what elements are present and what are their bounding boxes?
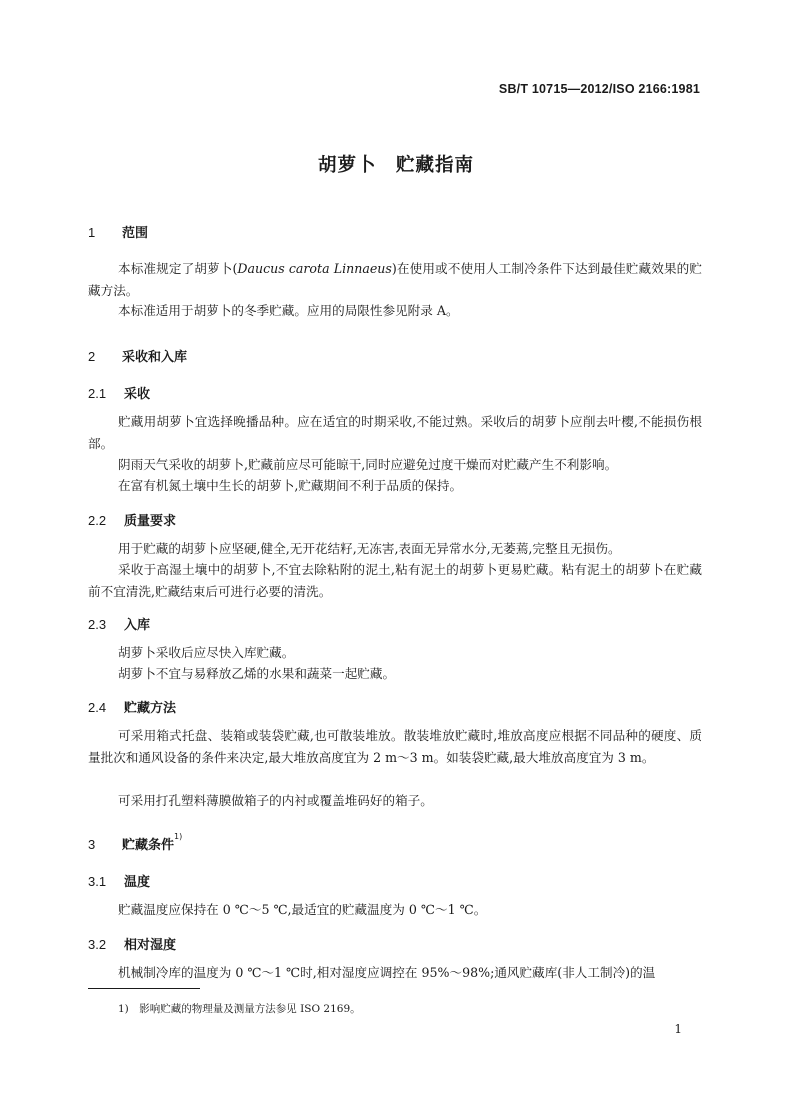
paragraph-2-1-2: 阴雨天气采收的胡萝卜,贮藏前应尽可能晾干,同时应避免过度干燥而对贮藏产生不利影响。: [118, 457, 618, 472]
section-heading-3: [88, 834, 182, 853]
section-title: 贮藏条件: [122, 838, 175, 853]
section-title: 温度: [124, 875, 151, 890]
section-number: 3: [88, 837, 96, 852]
paragraph-3-1-1: 贮藏温度应保持在 0 ℃～5 ℃,最适宜的贮藏温度为 0 ℃～1 ℃。: [118, 902, 487, 917]
paragraph-2-1-3: 在富有机氮土壤中生长的胡萝卜,贮藏期间不利于品质的保持。: [118, 478, 463, 493]
section-number: 3.1: [88, 874, 107, 889]
section-title: 入库: [124, 618, 151, 633]
page-number: 1: [674, 1022, 682, 1036]
section-number: 1: [88, 225, 96, 240]
section-number: 2.3: [88, 617, 107, 632]
paragraph-1-1: [88, 258, 702, 301]
section-heading-2: [88, 346, 187, 365]
footnote-divider: [88, 988, 200, 989]
section-title: 范围: [122, 226, 149, 241]
paragraph-2-1-1: 贮藏用胡萝卜宜选择晚播品种。应在适宜的时期采收,不能过熟。采收后的胡萝卜应削去叶樱,不能损伤根部。: [88, 414, 702, 451]
text-run: 本标准规定了胡萝卜(: [118, 261, 238, 276]
section-number: 2: [88, 349, 96, 364]
section-number: 3.2: [88, 937, 107, 952]
section-heading-3-2: [88, 934, 176, 953]
paragraph-2-4-2: 可采用打孔塑料薄膜做箱子的内衬或覆盖堆码好的箱子。: [118, 793, 433, 808]
paragraph-2-3-1: 胡萝卜采收后应尽快入库贮藏。: [118, 645, 295, 660]
section-number: 2.4: [88, 700, 107, 715]
paragraph-3-2-1: 机械制冷库的温度为 0 ℃～1 ℃时,相对湿度应调控在 95%～98%;通风贮藏库(非人工制冷)的温: [118, 965, 656, 980]
paragraph-2-4-1: 可采用箱式托盘、装箱或装袋贮藏,也可散装堆放。散装堆放贮藏时,堆放高度应根据不同品种的硬度、质量批次和通风设备的条件来决定,最大堆放高度宜为 2 m～3 m。如装袋贮藏,最大堆放高度宜为 3 m。: [88, 728, 702, 765]
section-number: 2.1: [88, 386, 107, 401]
section-title: 采收和入库: [122, 350, 188, 365]
section-title: 质量要求: [124, 514, 177, 529]
section-heading-2-1: [88, 383, 150, 402]
section-title: 贮藏方法: [124, 701, 177, 716]
paragraph-2-2-1: 用于贮藏的胡萝卜应坚硬,健全,无开花结籽,无冻害,表面无异常水分,无萎蔫,完整且无损伤。: [118, 541, 621, 556]
section-heading-3-1: [88, 871, 150, 890]
section-heading-2-4: [88, 697, 176, 716]
section-title: 相对湿度: [124, 938, 177, 953]
text-run: )在使用或不使用人工制冷条件下达到最佳贮藏效果的贮藏方法。: [88, 261, 702, 298]
section-number: 2.2: [88, 513, 107, 528]
paragraph-2-3-2: 胡萝卜不宜与易释放乙烯的水果和蔬菜一起贮藏。: [118, 666, 396, 681]
standard-code: SB/T 10715—2012/ISO 2166:1981: [498, 82, 700, 96]
section-heading-2-2: [88, 510, 176, 529]
section-title: 采收: [124, 387, 151, 402]
section-heading-1: [88, 222, 148, 241]
footnote-marker: 1): [174, 832, 183, 841]
footnote: 1) 影响贮藏的物理量及测量方法参见 ISO 2169。: [118, 1003, 361, 1015]
paragraph-2-2-2: 采收于高湿土壤中的胡萝卜,不宜去除粘附的泥土,粘有泥土的胡萝卜更易贮藏。粘有泥土的胡萝卜在贮藏前不宜清洗,贮藏结束后可进行必要的清洗。: [88, 562, 702, 599]
document-title: 胡萝卜 贮藏指南: [317, 155, 474, 176]
latin-name: Daucus carota Linnaeus: [237, 261, 392, 276]
section-heading-2-3: [88, 614, 150, 633]
paragraph-1-2: 本标准适用于胡萝卜的冬季贮藏。应用的局限性参见附录 A。: [118, 303, 459, 318]
